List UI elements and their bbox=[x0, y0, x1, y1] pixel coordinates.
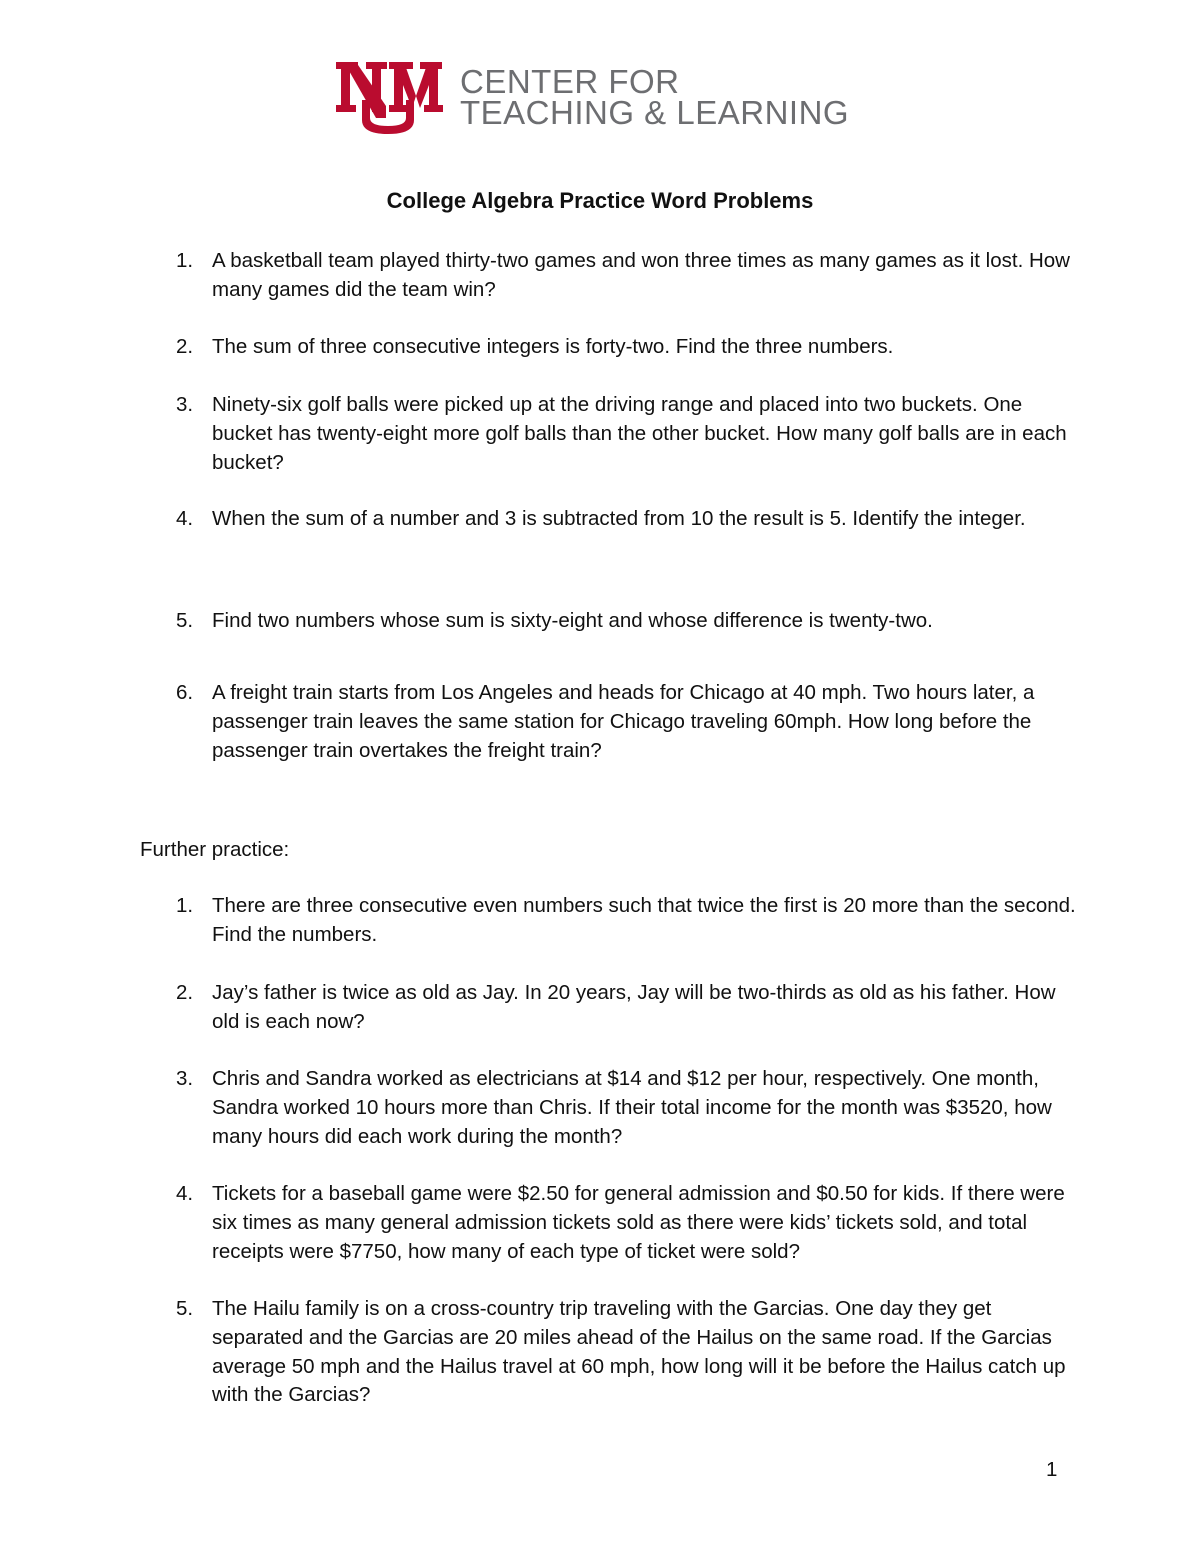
problem-item-1 bbox=[140, 247, 1080, 305]
problem-number: 5. bbox=[176, 1297, 194, 1320]
problem-text: There are three consecutive even numbers such that twice the first is 20 more than the second. Find the numbers. bbox=[212, 894, 1076, 946]
problem-item-4 bbox=[140, 505, 1080, 534]
problem-text: The sum of three consecutive integers is forty-two. Find the three numbers. bbox=[212, 335, 894, 358]
problem-text: Chris and Sandra worked as electricians at $14 and $12 per hour, respectively. One month, Sandra worked 10 hours more than Chris. If their total income for the month was $3520, how many hours did each work during the month? bbox=[212, 1067, 1052, 1148]
problem-text: A freight train starts from Los Angeles and heads for Chicago at 40 mph. Two hours later, a passenger train leaves the same station for Chicago traveling 60mph. How long before the passenger train overtakes the freight train? bbox=[212, 681, 1035, 762]
problem-item-6 bbox=[140, 679, 1080, 765]
unm-logo-icon bbox=[332, 60, 444, 136]
further-item-2 bbox=[140, 979, 1080, 1037]
problem-number: 3. bbox=[176, 393, 194, 416]
further-item-3 bbox=[140, 1065, 1080, 1151]
problem-item-2 bbox=[140, 333, 1080, 362]
page-title: College Algebra Practice Word Problems bbox=[386, 188, 814, 213]
further-practice-heading: Further practice: bbox=[140, 838, 290, 861]
problem-item-5 bbox=[140, 607, 1080, 636]
problem-number: 4. bbox=[176, 1182, 194, 1205]
page-number: 1 bbox=[1046, 1458, 1058, 1481]
page-header bbox=[332, 60, 849, 140]
problem-number: 1. bbox=[176, 249, 194, 272]
problem-number: 3. bbox=[176, 1067, 194, 1090]
problem-number: 2. bbox=[176, 335, 194, 358]
problem-text: Ninety-six golf balls were picked up at the driving range and placed into two buckets. One bucket has twenty-eight more golf balls than the other bucket. How many golf balls are in each bucket? bbox=[212, 393, 1067, 474]
problem-text: When the sum of a number and 3 is subtracted from 10 the result is 5. Identify the integer. bbox=[212, 507, 1026, 530]
problem-number: 4. bbox=[176, 507, 194, 530]
problem-text: A basketball team played thirty-two games and won three times as many games as it lost. How many games did the team win? bbox=[212, 249, 1070, 301]
org-name bbox=[460, 63, 850, 131]
further-item-1 bbox=[140, 892, 1080, 950]
problem-number: 2. bbox=[176, 981, 194, 1004]
problem-number: 6. bbox=[176, 681, 194, 704]
problem-number: 1. bbox=[176, 894, 194, 917]
problem-text: The Hailu family is on a cross-country trip traveling with the Garcias. One day they get separated and the Garcias are 20 miles ahead of the Hailus on the same road. If the Garcias average 50 mph and the Hailus travel at 60 mph, how long will it be before the Hailus catch up with the Garcias? bbox=[212, 1297, 1066, 1407]
problem-text: Jay’s father is twice as old as Jay. In 20 years, Jay will be two-thirds as old as his father. How old is each now? bbox=[212, 981, 1056, 1033]
org-name-line1: CENTER FOR bbox=[460, 63, 680, 100]
further-item-4 bbox=[140, 1180, 1080, 1266]
org-name-line2: TEACHING & LEARNING bbox=[460, 94, 850, 131]
problem-item-3 bbox=[140, 391, 1080, 477]
problem-number: 5. bbox=[176, 609, 194, 632]
further-item-5 bbox=[140, 1295, 1080, 1410]
problem-text: Find two numbers whose sum is sixty-eight and whose difference is twenty-two. bbox=[212, 609, 933, 632]
problem-text: Tickets for a baseball game were $2.50 for general admission and $0.50 for kids. If there were six times as many general admission tickets sold as there were kids’ tickets sold, and total receipts were $7750, how many of each type of ticket were sold? bbox=[212, 1182, 1065, 1263]
